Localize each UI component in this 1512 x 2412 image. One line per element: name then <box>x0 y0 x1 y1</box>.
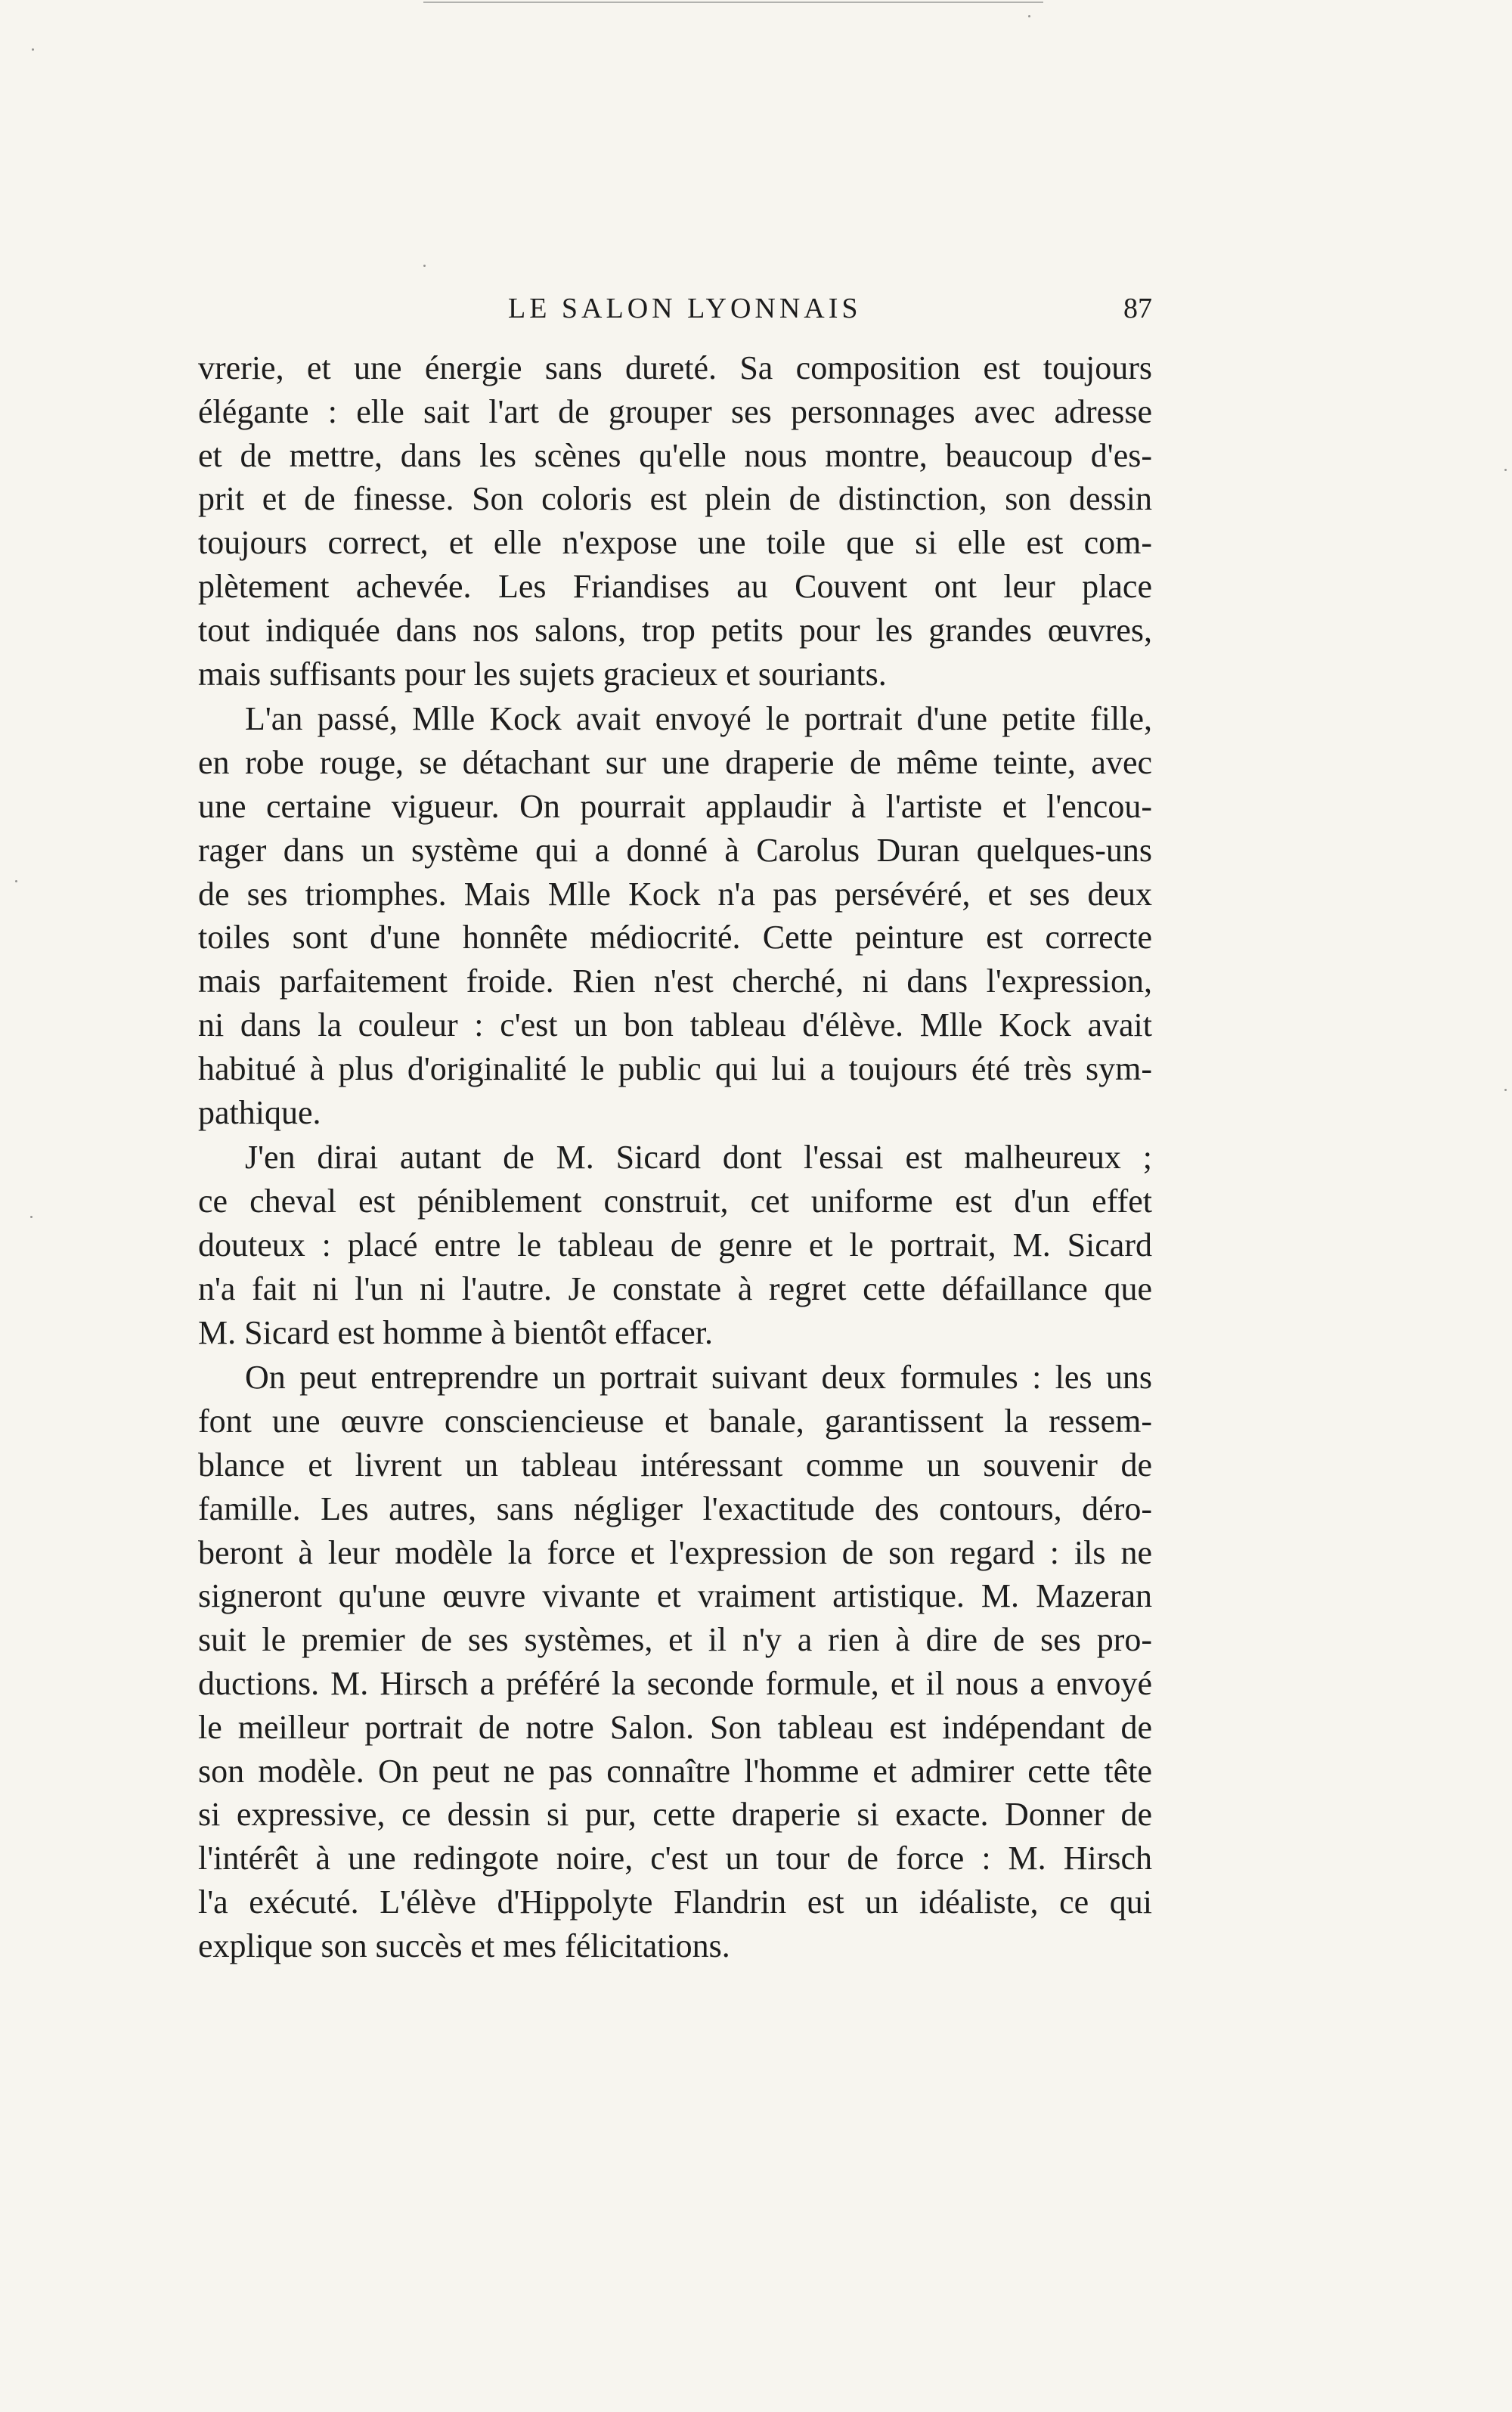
text-line: douteux : placé entre le tableau de genre et le portrait, M. Sicard <box>198 1226 1152 1263</box>
scan-speck <box>1028 15 1030 17</box>
text-line: toiles sont d'une honnête médiocrité. Cette peinture est correcte <box>198 919 1152 956</box>
text-line: prit et de finesse. Son coloris est plein de distinction, son dessin <box>198 480 1152 518</box>
text-line: l'a exécuté. L'élève d'Hippolyte Flandrin est un idéaliste, ce qui <box>198 1883 1152 1921</box>
text-line: le meilleur portrait de notre Salon. Son tableau est indépendant de <box>198 1708 1152 1746</box>
text-line: ni dans la couleur : c'est un bon tableau d'élève. Mlle Kock avait <box>198 1006 1152 1043</box>
text-line: son modèle. On peut ne pas connaître l'homme et admirer cette tête <box>198 1752 1152 1790</box>
body-text <box>198 346 1152 1967</box>
text-line: explique son succès et mes félicitations. <box>198 1927 730 1964</box>
scan-speck <box>1504 469 1507 471</box>
text-line: M. Sicard est homme à bientôt effacer. <box>198 1313 713 1351</box>
text-line: tout indiquée dans nos salons, trop petits pour les grandes œuvres, <box>198 611 1152 649</box>
running-head: LE SALON LYONNAIS <box>508 293 862 324</box>
text-line: ductions. M. Hirsch a préféré la seconde formule, et il nous a envoyé <box>198 1664 1152 1702</box>
text-line: plètement achevée. Les Friandises au Couvent ont leur place <box>198 567 1152 605</box>
text-line: L'an passé, Mlle Kock avait envoyé le portrait d'une petite fille, <box>245 700 1152 738</box>
top-rule <box>423 2 1043 3</box>
text-line: mais suffisants pour les sujets gracieux et souriants. <box>198 655 887 693</box>
text-line: de ses triomphes. Mais Mlle Kock n'a pas persévéré, et ses deux <box>198 875 1152 913</box>
text-line: famille. Les autres, sans négliger l'exactitude des contours, déro- <box>198 1490 1152 1527</box>
paragraph <box>198 346 1152 696</box>
paragraph <box>198 1356 1152 1967</box>
text-line: beront à leur modèle la force et l'expression de son regard : ils ne <box>198 1533 1152 1571</box>
text-line: en robe rouge, se détachant sur une draperie de même teinte, avec <box>198 744 1152 782</box>
text-line: font une œuvre consciencieuse et banale, garantissent la ressem- <box>198 1403 1152 1440</box>
text-line: ce cheval est péniblement construit, cet uniforme est d'un effet <box>198 1183 1152 1220</box>
text-line: blance et livrent un tableau intéressant comme un souvenir de <box>198 1446 1152 1483</box>
scan-speck <box>1504 1089 1507 1091</box>
text-line: rager dans un système qui a donné à Carolus Duran quelques-uns <box>198 831 1152 869</box>
paragraph <box>198 1136 1152 1354</box>
text-line: On peut entreprendre un portrait suivant deux formules : les uns <box>245 1359 1152 1397</box>
paragraph <box>198 697 1152 1134</box>
text-line: élégante : elle sait l'art de grouper ses personnages avec adresse <box>198 392 1152 430</box>
text-line: toujours correct, et elle n'expose une toile que si elle est com- <box>198 524 1152 562</box>
text-line: n'a fait ni l'un ni l'autre. Je constate à regret cette défaillance que <box>198 1270 1152 1307</box>
text-line: si expressive, ce dessin si pur, cette draperie si exacte. Donner de <box>198 1796 1152 1834</box>
text-line: l'intérêt à une redingote noire, c'est un tour de force : M. Hirsch <box>198 1840 1152 1877</box>
scan-speck <box>423 265 426 267</box>
text-line: habitué à plus d'originalité le public qui lui a toujours été très sym- <box>198 1049 1152 1087</box>
text-line: signeront qu'une œuvre vivante et vraiment artistique. M. Mazeran <box>198 1577 1152 1615</box>
scan-speck <box>15 880 17 882</box>
page-number: 87 <box>1123 293 1152 324</box>
text-line: et de mettre, dans les scènes qu'elle nous montre, beaucoup d'es- <box>198 436 1152 474</box>
text-line: vrerie, et une énergie sans dureté. Sa composition est toujours <box>198 349 1152 386</box>
text-line: pathique. <box>198 1093 321 1131</box>
text-line: suit le premier de ses systèmes, et il n'y a rien à dire de ses pro- <box>198 1621 1152 1659</box>
scan-speck <box>32 48 34 51</box>
page-header <box>198 292 1152 337</box>
text-line: une certaine vigueur. On pourrait applaudir à l'artiste et l'encou- <box>198 787 1152 825</box>
text-line: J'en dirai autant de M. Sicard dont l'essai est malheureux ; <box>245 1139 1152 1177</box>
scan-speck <box>30 1216 33 1218</box>
text-line: mais parfaitement froide. Rien n'est cherché, ni dans l'expression, <box>198 963 1152 1000</box>
